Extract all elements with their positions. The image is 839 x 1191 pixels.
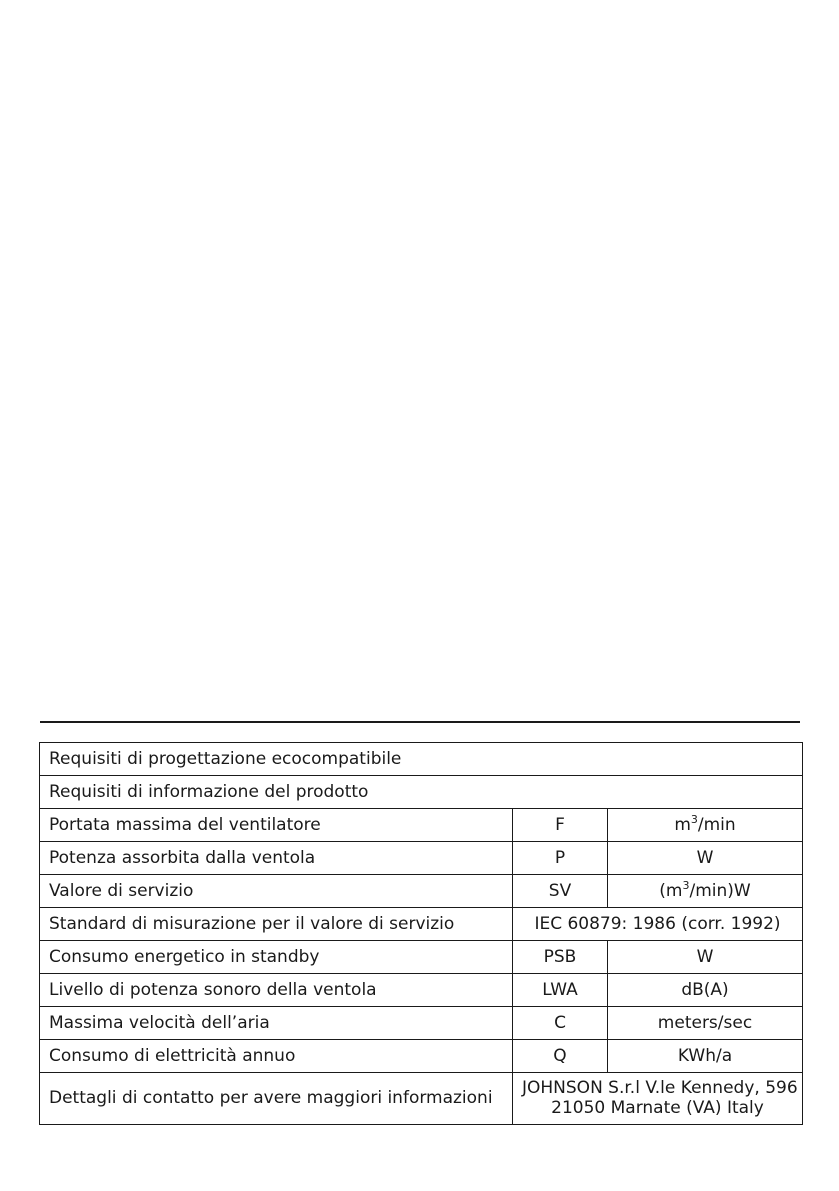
unit-base: W xyxy=(696,847,714,868)
contact-label: Dettagli di contatto per avere maggiori informazioni xyxy=(40,1073,513,1125)
row-label: Standard di misurazione per il valore di servizio xyxy=(40,908,513,941)
row-symbol: P xyxy=(513,842,608,875)
ecodesign-info-table xyxy=(39,742,803,1125)
header-cell-ecodesign: Requisiti di progettazione ecocompatibile xyxy=(40,743,803,776)
table-row xyxy=(40,1073,803,1125)
row-unit xyxy=(608,809,803,842)
row-unit xyxy=(608,842,803,875)
table-row xyxy=(40,974,803,1007)
row-label: Valore di servizio xyxy=(40,875,513,908)
unit-superscript: 3 xyxy=(682,878,690,892)
row-symbol: Q xyxy=(513,1040,608,1073)
contact-line-company: JOHNSON S.r.l V.le Kennedy, 596 xyxy=(522,1078,798,1098)
unit-base: (m xyxy=(659,880,683,901)
row-label: Massima velocità dell’aria xyxy=(40,1007,513,1040)
row-symbol: C xyxy=(513,1007,608,1040)
unit-tail: /min xyxy=(697,814,736,835)
row-unit: KWh/a xyxy=(608,1040,803,1073)
row-symbol: LWA xyxy=(513,974,608,1007)
horizontal-rule xyxy=(40,721,800,723)
row-unit: dB(A) xyxy=(608,974,803,1007)
row-label: Consumo energetico in standby xyxy=(40,941,513,974)
table-row xyxy=(40,842,803,875)
row-label: Potenza assorbita dalla ventola xyxy=(40,842,513,875)
table-row xyxy=(40,908,803,941)
row-unit: W xyxy=(608,941,803,974)
standard-value: IEC 60879: 1986 (corr. 1992) xyxy=(513,908,803,941)
row-label: Portata massima del ventilatore xyxy=(40,809,513,842)
row-symbol: PSB xyxy=(513,941,608,974)
table-row xyxy=(40,776,803,809)
unit-base: m xyxy=(674,814,691,835)
contact-details xyxy=(513,1073,803,1125)
row-label: Consumo di elettricità annuo xyxy=(40,1040,513,1073)
row-symbol: SV xyxy=(513,875,608,908)
table-row xyxy=(40,1040,803,1073)
contact-line-city: 21050 Marnate (VA) Italy xyxy=(551,1098,764,1118)
table-row xyxy=(40,809,803,842)
table-row xyxy=(40,875,803,908)
table-row xyxy=(40,941,803,974)
header-cell-product-info: Requisiti di informazione del prodotto xyxy=(40,776,803,809)
table-row xyxy=(40,743,803,776)
row-symbol: F xyxy=(513,809,608,842)
unit-tail: /min)W xyxy=(689,880,751,901)
row-label: Livello di potenza sonoro della ventola xyxy=(40,974,513,1007)
table-row xyxy=(40,1007,803,1040)
row-unit xyxy=(608,875,803,908)
row-unit: meters/sec xyxy=(608,1007,803,1040)
unit-superscript: 3 xyxy=(690,812,698,826)
